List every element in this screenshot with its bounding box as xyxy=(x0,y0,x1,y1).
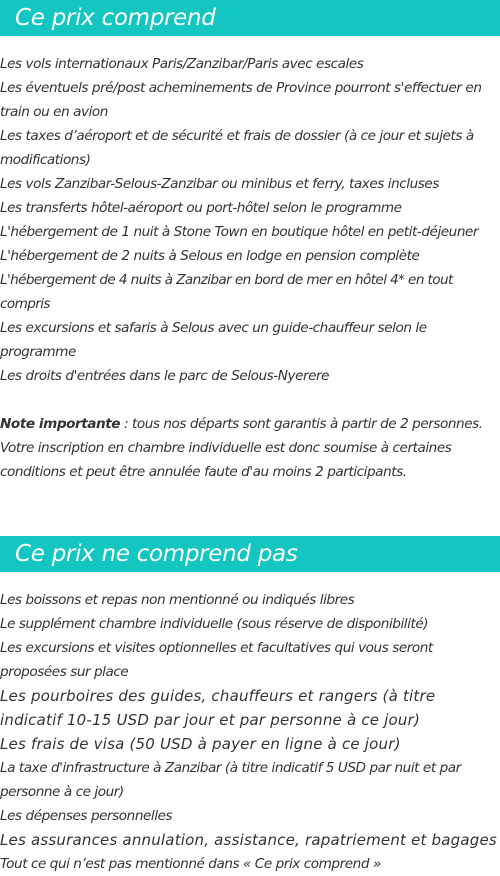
list-item: Les vols internationaux Paris/Zanzibar/Paris avec escales xyxy=(0,56,364,72)
list-item: Le supplément chambre individuelle (sous réserve de disponibilité) xyxy=(0,616,429,632)
list-item: Les transferts hôtel-aéroport ou port-hôtel selon le programme xyxy=(0,200,402,216)
included-list xyxy=(0,52,500,388)
list-item: Tout ce qui n’est pas mentionné dans « Ce prix comprend » xyxy=(0,856,381,872)
not-included-list xyxy=(0,588,500,876)
list-item: Les droits d'entrées dans le parc de Selous-Nyerere xyxy=(0,368,330,384)
section-title-included: Ce prix comprend xyxy=(0,0,500,36)
note-text: : tous nos départs sont garantis à partir de 2 personnes. Votre inscription en chambre individuelle est donc soumise à certaines conditions et peut être annulée faute d'au moins 2 participants. xyxy=(0,416,483,480)
list-item: L'hébergement de 1 nuit à Stone Town en boutique hôtel en petit-déjeuner xyxy=(0,224,479,240)
list-item: Les assurances annulation, assistance, rapatriement et bagages xyxy=(0,831,497,849)
list-item: La taxe d'infrastructure à Zanzibar (à titre indicatif 5 USD par nuit et par personne à ce jour) xyxy=(0,760,461,800)
important-note xyxy=(0,412,500,484)
list-item: Les éventuels pré/post acheminements de Province pourront s'effectuer en train ou en avion xyxy=(0,80,482,120)
list-item: L'hébergement de 2 nuits à Selous en lodge en pension complète xyxy=(0,248,420,264)
note-label: Note importante xyxy=(0,416,121,432)
list-item: Les vols Zanzibar-Selous-Zanzibar ou minibus et ferry, taxes incluses xyxy=(0,176,439,192)
list-item: Les frais de visa (50 USD à payer en ligne à ce jour) xyxy=(0,735,401,753)
list-item: Les pourboires des guides, chauffeurs et rangers (à titre indicatif 10-15 USD par jour et par personne à ce jour) xyxy=(0,687,436,729)
list-item: Les excursions et visites optionnelles et facultatives qui vous seront proposées sur place xyxy=(0,640,433,680)
section-title-not-included: Ce prix ne comprend pas xyxy=(0,536,500,572)
list-item: Les dépenses personnelles xyxy=(0,808,173,824)
list-item: L'hébergement de 4 nuits à Zanzibar en bord de mer en hôtel 4* en tout compris xyxy=(0,272,453,312)
list-item: Les excursions et safaris à Selous avec un guide-chauffeur selon le programme xyxy=(0,320,427,360)
list-item: Les boissons et repas non mentionné ou indiqués libres xyxy=(0,592,355,608)
list-item: Les taxes d’aéroport et de sécurité et frais de dossier (à ce jour et sujets à modifications) xyxy=(0,128,474,168)
